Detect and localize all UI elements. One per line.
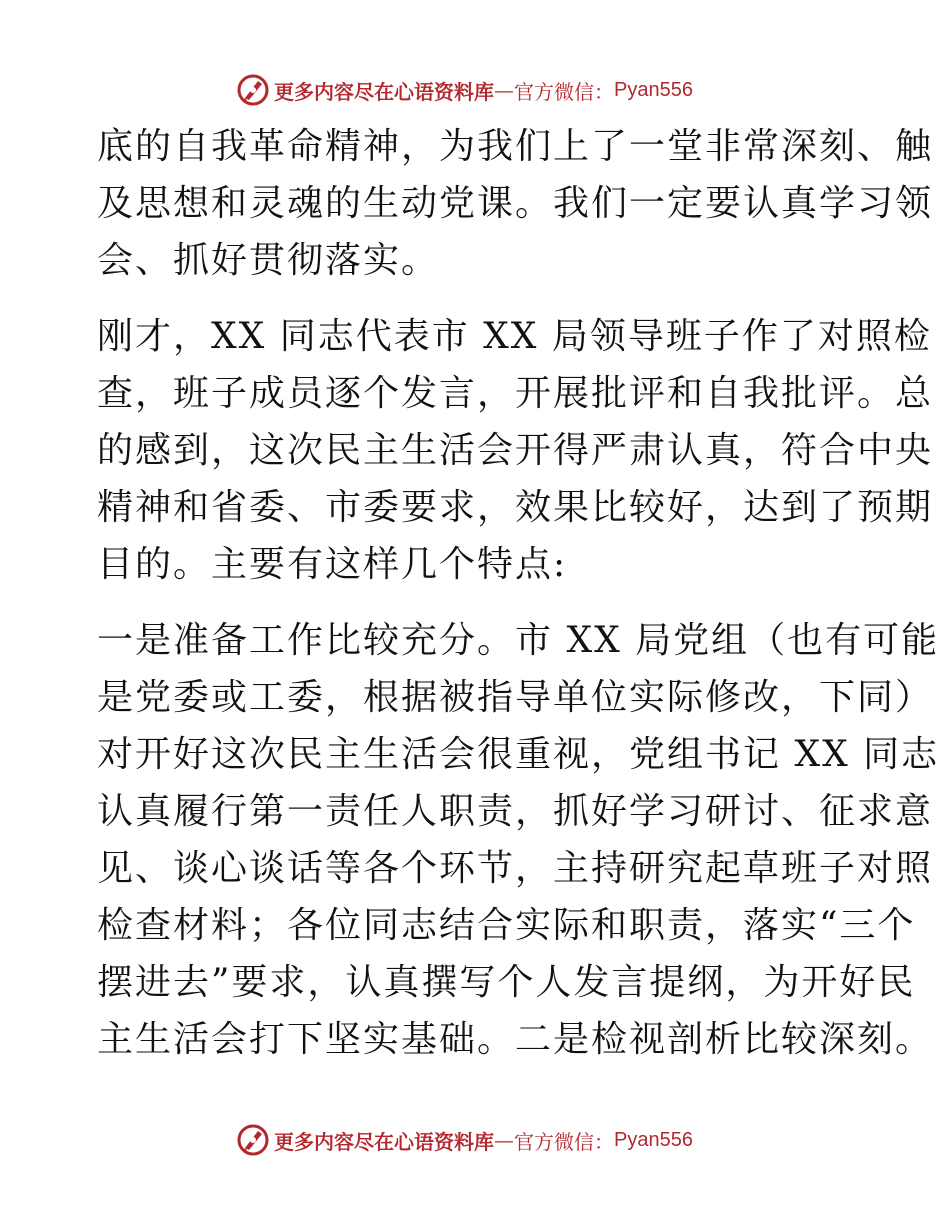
text-line: 一是准备工作比较充分。市 XX 局党组（也有可能 — [97, 620, 940, 661]
banner-slogan: 更多内容尽在心语资料库 — [274, 79, 494, 104]
text-line: 检查材料；各位同志结合实际和职责，落实“三个 — [97, 905, 916, 946]
text-line: 目的。主要有这样几个特点: — [97, 544, 568, 585]
banner-slogan: 更多内容尽在心语资料库 — [274, 1129, 494, 1154]
text-line: 会、抓好贯彻落实。 — [97, 240, 440, 281]
footer-banner — [236, 1120, 693, 1160]
banner-wechat-id: Pyan556 — [614, 78, 693, 101]
banner-separator: — — [494, 1128, 514, 1152]
header-banner — [236, 70, 693, 110]
quill-logo-icon — [236, 73, 270, 107]
text-line: 主生活会打下坚实基础。二是检视剖析比较深刻。 — [97, 1019, 934, 1060]
text-line: 是党委或工委，根据被指导单位实际修改，下同） — [97, 677, 934, 718]
text-line: 的感到，这次民主生活会开得严肃认真，符合中央 — [97, 430, 934, 471]
text-line: 查，班子成员逐个发言，开展批评和自我批评。总 — [97, 373, 934, 414]
text-line: 精神和省委、市委要求，效果比较好，达到了预期 — [97, 487, 934, 528]
banner-wechat-label: 官方微信： — [514, 1129, 614, 1154]
banner-wechat-label: 官方微信： — [514, 79, 614, 104]
text-line: 摆进去”要求，认真撰写个人发言提纲，为开好民 — [97, 962, 916, 1003]
banner-wechat-id: Pyan556 — [614, 1128, 693, 1151]
text-line: 刚才，XX 同志代表市 XX 局领导班子作了对照检 — [97, 316, 932, 357]
quill-logo-icon — [236, 1123, 270, 1157]
text-line: 及思想和灵魂的生动党课。我们一定要认真学习领 — [97, 183, 934, 224]
text-line: 见、谈心谈话等各个环节，主持研究起草班子对照 — [97, 848, 934, 889]
text-line: 底的自我革命精神，为我们上了一堂非常深刻、触 — [97, 126, 934, 167]
banner-separator: — — [494, 78, 514, 102]
text-line: 对开好这次民主生活会很重视，党组书记 XX 同志 — [97, 734, 940, 775]
text-line: 认真履行第一责任人职责，抓好学习研讨、征求意 — [97, 791, 934, 832]
